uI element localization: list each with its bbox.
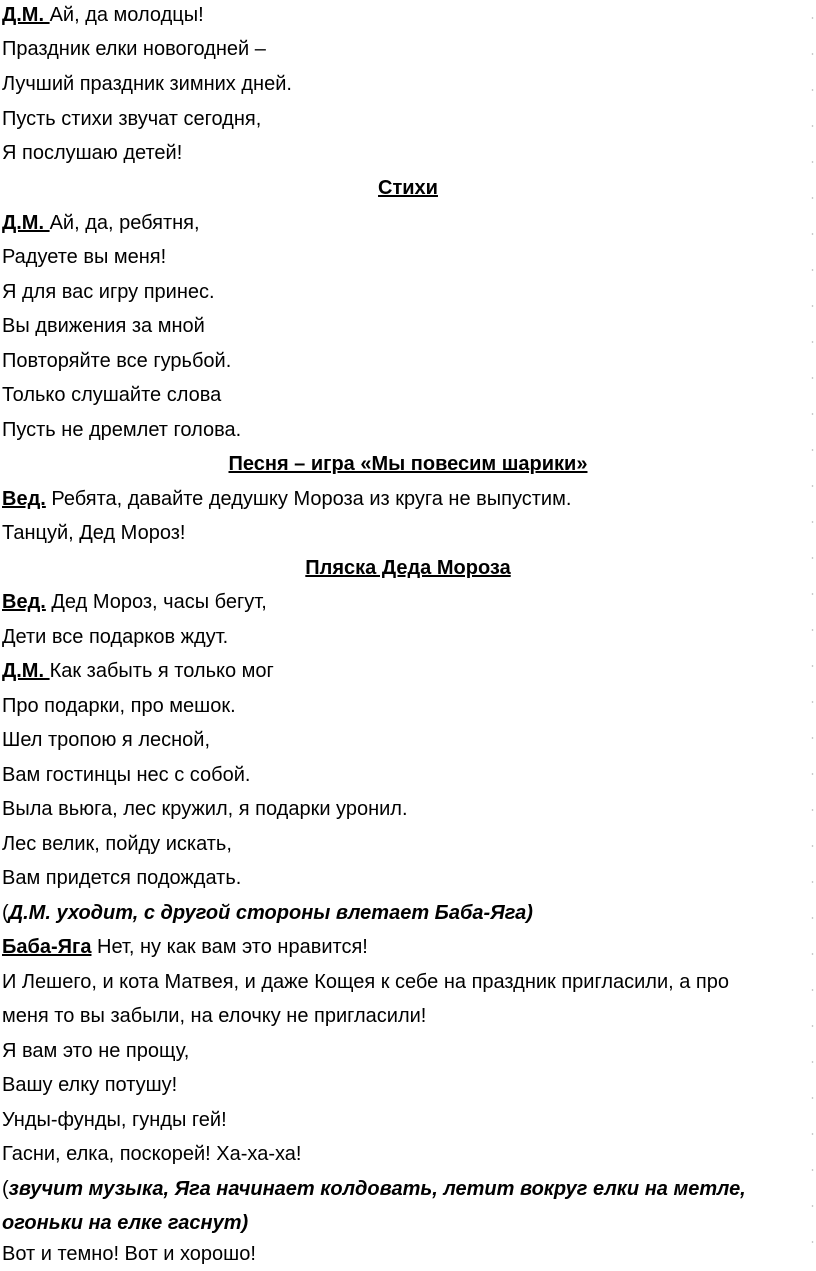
text-line: Унды-фунды, гунды гей! bbox=[2, 1109, 227, 1131]
text-line: Вам придется подождать. bbox=[2, 867, 242, 889]
speaker-ved: Вед. bbox=[2, 591, 46, 613]
text-line: Вы движения за мной bbox=[2, 315, 205, 337]
stage-direction: (звучит музыка, Яга начинает колдовать, летит вокруг елки на метле, bbox=[2, 1178, 746, 1200]
text-line: меня то вы забыли, на елочку не пригласили! bbox=[2, 1005, 427, 1027]
text-line: Пусть стихи звучат сегодня, bbox=[2, 108, 262, 130]
text-line: Радуете вы меня! bbox=[2, 246, 167, 268]
text-line: Вашу елку потушу! bbox=[2, 1074, 178, 1096]
speaker-ved: Вед. bbox=[2, 488, 46, 510]
text-line: Вед. Дед Мороз, часы бегут, bbox=[2, 591, 267, 613]
section-heading: Пляска Деда Мороза bbox=[305, 557, 511, 579]
section-heading: Стихи bbox=[378, 177, 438, 199]
speaker-ded-moroz: Д.М. bbox=[2, 212, 50, 234]
text-line: Я для вас игру принес. bbox=[2, 281, 215, 303]
stage-direction: (Д.М. уходит, с другой стороны влетает Баба-Яга) bbox=[2, 902, 533, 924]
stage-direction: огоньки на елке гаснут) bbox=[2, 1212, 249, 1234]
text-line: Д.М. Ай, да молодцы! bbox=[2, 4, 204, 26]
page-margin-dots bbox=[811, 0, 814, 1271]
speaker-baba-yaga: Баба-Яга bbox=[2, 936, 92, 958]
text-line: Шел тропою я лесной, bbox=[2, 729, 211, 751]
text-line: Я вам это не прощу, bbox=[2, 1040, 190, 1062]
text-line: Вед. Ребята, давайте дедушку Мороза из круга не выпустим. bbox=[2, 488, 572, 510]
text-line: Я послушаю детей! bbox=[2, 142, 183, 164]
text-line: Праздник елки новогодней – bbox=[2, 38, 266, 60]
section-heading: Песня – игра «Мы повесим шарики» bbox=[228, 453, 588, 475]
text-line: Д.М. Ай, да, ребятня, bbox=[2, 212, 200, 234]
text-line: Танцуй, Дед Мороз! bbox=[2, 522, 186, 544]
text-line: Только слушайте слова bbox=[2, 384, 222, 406]
text-line: Про подарки, про мешок. bbox=[2, 695, 236, 717]
text-line: Лучший праздник зимних дней. bbox=[2, 73, 292, 95]
speaker-ded-moroz: Д.М. bbox=[2, 4, 50, 26]
speaker-ded-moroz: Д.М. bbox=[2, 660, 50, 682]
text-line: Дети все подарков ждут. bbox=[2, 626, 229, 648]
text-line: Вам гостинцы нес с собой. bbox=[2, 764, 251, 786]
text-line: Гасни, елка, поскорей! Ха-ха-ха! bbox=[2, 1143, 302, 1165]
text-line: Выла вьюга, лес кружил, я подарки уронил. bbox=[2, 798, 408, 820]
text-line: Повторяйте все гурьбой. bbox=[2, 350, 232, 372]
text-line: И Лешего, и кота Матвея, и даже Кощея к себе на праздник пригласили, а про bbox=[2, 971, 730, 993]
text-line: Пусть не дремлет голова. bbox=[2, 419, 242, 441]
text-line: Д.М. Как забыть я только мог bbox=[2, 660, 274, 682]
text-line: Баба-Яга Нет, ну как вам это нравится! bbox=[2, 936, 368, 958]
text-line: Лес велик, пойду искать, bbox=[2, 833, 232, 855]
text-line: Вот и темно! Вот и хорошо! bbox=[2, 1243, 256, 1265]
